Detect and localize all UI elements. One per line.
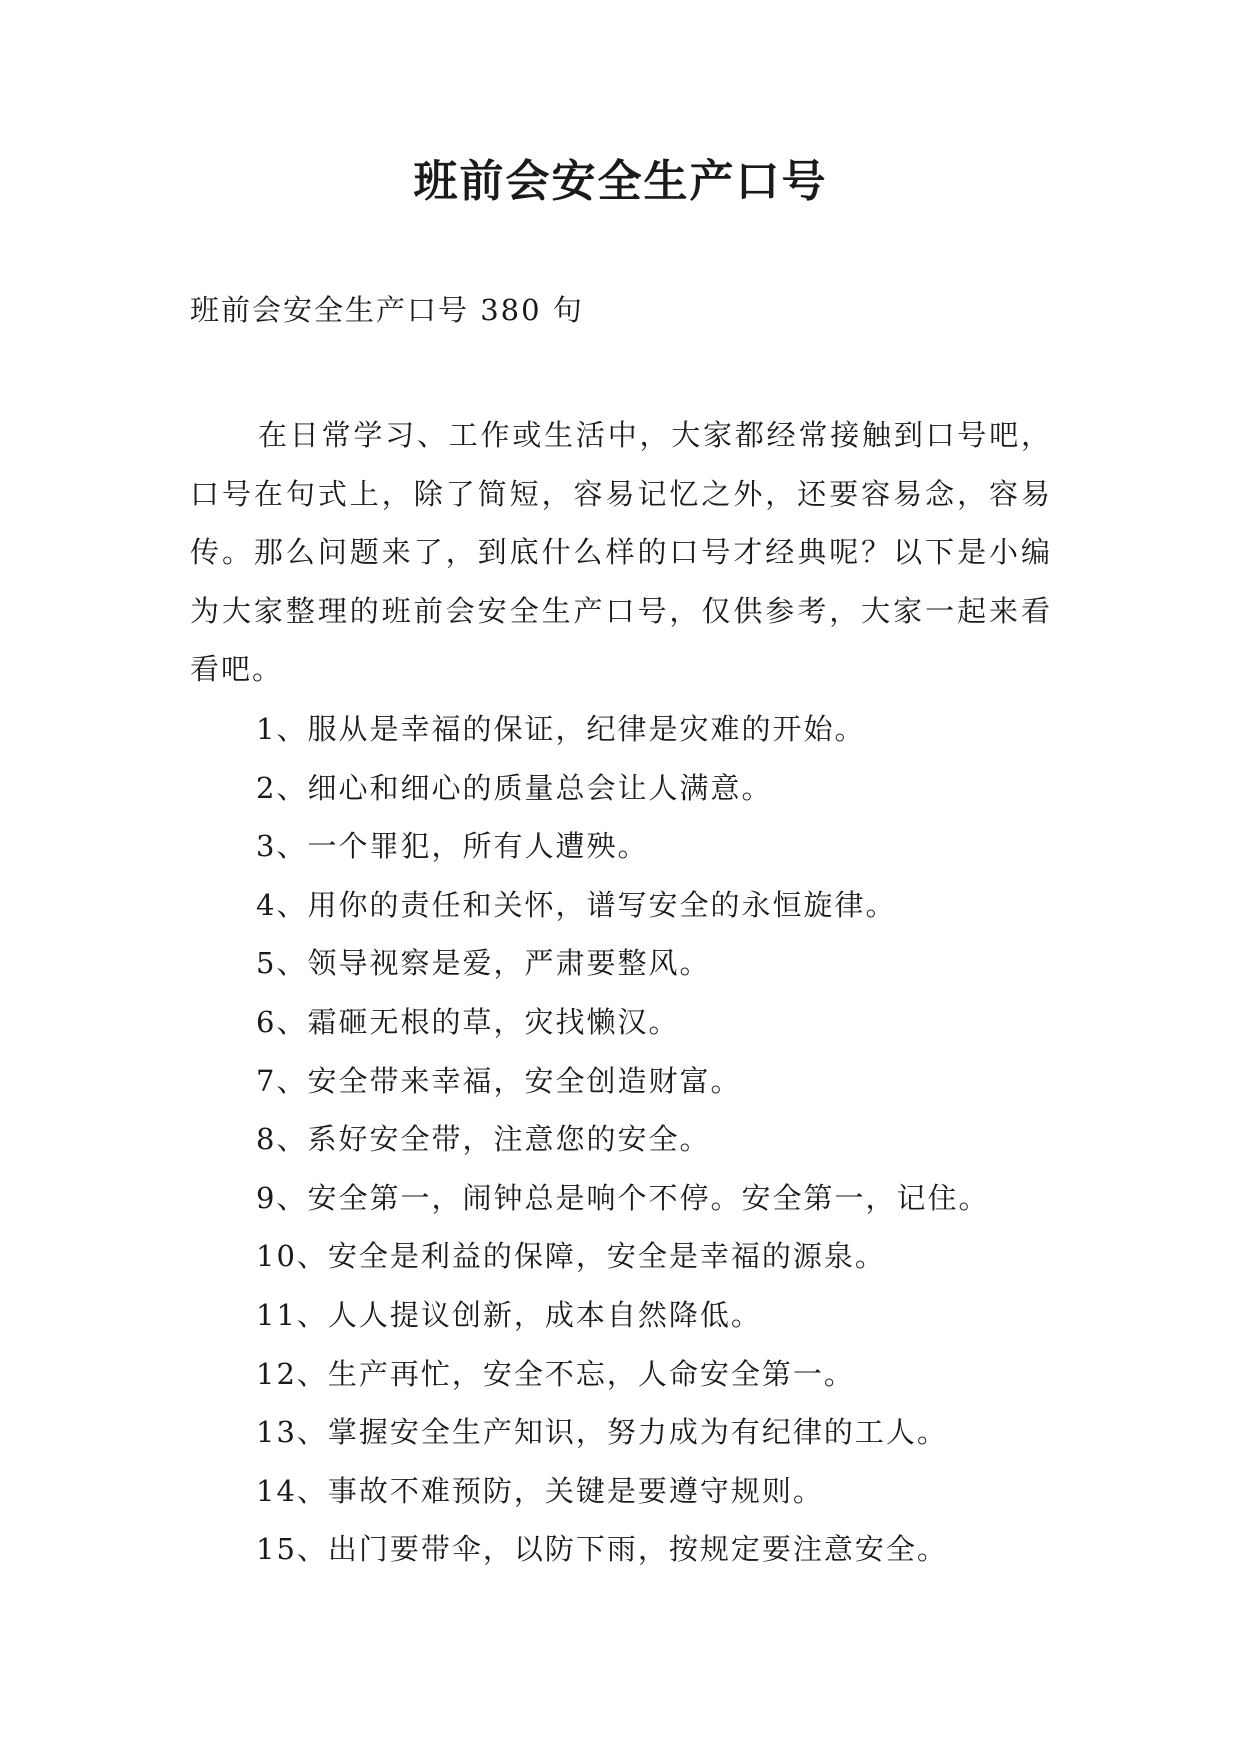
slogan-item: 5、领导视察是爱，严肃要整风。 <box>256 946 711 981</box>
document-subtitle: 班前会安全生产口号 380 句 <box>190 293 584 327</box>
slogan-item: 6、霜砸无根的草，灾找懒汉。 <box>256 1004 680 1039</box>
document-title: 班前会安全生产口号 <box>413 156 828 207</box>
intro-paragraph: 在日常学习、工作或生活中，大家都经常接触到口号吧，口号在句式上，除了简短，容易记忆之外，还要容易念，容易传。那么问题来了，到底什么样的口号才经典呢？以下是小编为大家整理的班前会安全生产口号，仅供参考，大家一起来看看吧。 <box>190 418 1052 686</box>
slogan-item: 10、安全是利益的保障，安全是幸福的源泉。 <box>256 1239 886 1274</box>
slogan-item: 9、安全第一，闹钟总是响个不停。安全第一，记住。 <box>256 1180 990 1215</box>
slogan-item: 15、出门要带伞，以防下雨，按规定要注意安全。 <box>256 1532 948 1567</box>
slogan-item: 4、用你的责任和关怀，谱写安全的永恒旋律。 <box>256 887 897 922</box>
slogan-item: 1、服从是幸福的保证，纪律是灾难的开始。 <box>256 712 866 746</box>
slogan-item: 3、一个罪犯，所有人遭殃。 <box>256 829 649 864</box>
slogan-item: 8、系好安全带，注意您的安全。 <box>256 1122 711 1157</box>
slogan-item: 11、人人提议创新，成本自然降低。 <box>256 1297 762 1332</box>
slogan-item: 7、安全带来幸福，安全创造财富。 <box>256 1063 742 1098</box>
slogan-list <box>256 700 989 1579</box>
slogan-item: 13、掌握安全生产知识，努力成为有纪律的工人。 <box>256 1415 948 1450</box>
slogan-item: 2、细心和细心的质量总会让人满意。 <box>256 770 773 805</box>
slogan-item: 14、事故不难预防，关键是要遵守规则。 <box>256 1473 824 1508</box>
slogan-item: 12、生产再忙，安全不忘，人命安全第一。 <box>256 1356 855 1391</box>
